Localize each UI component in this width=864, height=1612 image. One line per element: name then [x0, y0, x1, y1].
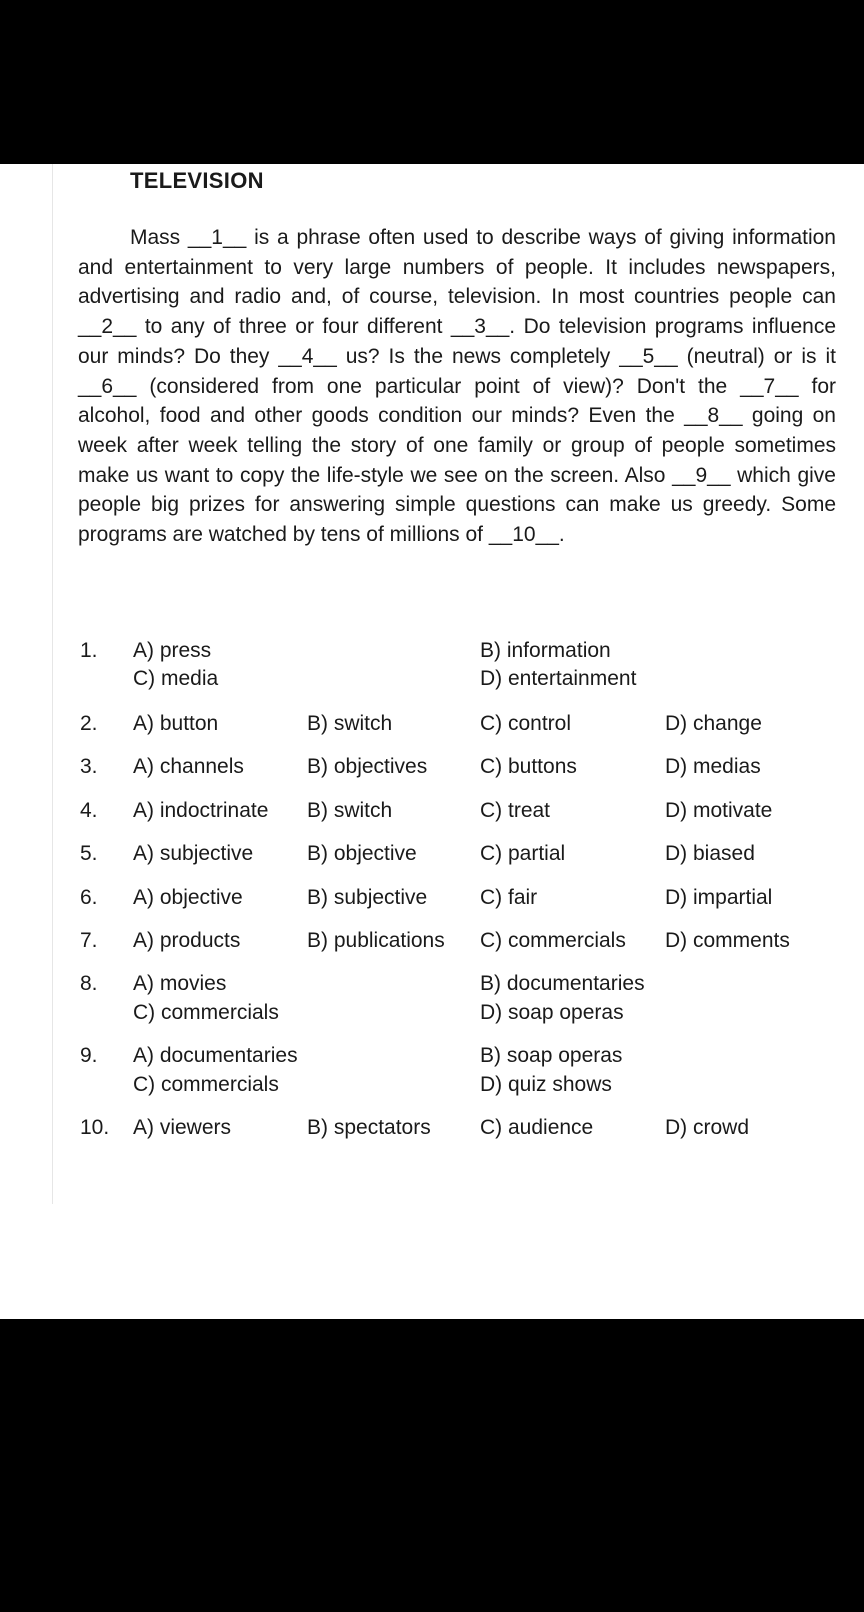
option-b: B) publications	[307, 929, 445, 952]
page-title: TELEVISION	[130, 168, 264, 193]
option-c: C) media	[133, 667, 219, 690]
option-b: B) information	[480, 639, 611, 662]
option-a: A) viewers	[133, 1116, 232, 1139]
option-b: B) objective	[307, 842, 417, 865]
option-b: B) documentaries	[480, 972, 645, 995]
question-number: 7.	[80, 929, 98, 952]
option-a: A) button	[133, 712, 219, 735]
option-c: C) commercials	[133, 1001, 279, 1024]
option-b: B) switch	[307, 799, 393, 822]
option-c: C) commercials	[133, 1073, 279, 1096]
option-b: B) objectives	[307, 755, 428, 778]
option-c: C) buttons	[480, 755, 577, 778]
option-c: C) control	[480, 712, 572, 735]
option-d: D) entertainment	[480, 667, 637, 690]
option-a: A) movies	[133, 972, 227, 995]
option-a: A) products	[133, 929, 241, 952]
option-c: C) fair	[480, 886, 538, 909]
option-a: A) indoctrinate	[133, 799, 269, 822]
option-d: D) medias	[665, 755, 761, 778]
option-a: A) press	[133, 639, 212, 662]
option-b: B) subjective	[307, 886, 428, 909]
option-c: C) audience	[480, 1116, 594, 1139]
question-number: 2.	[80, 712, 98, 735]
option-d: D) quiz shows	[480, 1073, 612, 1096]
option-a: A) documentaries	[133, 1044, 298, 1067]
question-number: 9.	[80, 1044, 98, 1067]
question-number: 1.	[80, 639, 98, 662]
question-number: 10.	[80, 1116, 110, 1139]
question-number: 8.	[80, 972, 98, 995]
question-number: 6.	[80, 886, 98, 909]
question-number: 5.	[80, 842, 98, 865]
option-b: B) spectators	[307, 1116, 431, 1139]
margin-line	[52, 164, 53, 1204]
option-d: D) motivate	[665, 799, 773, 822]
option-a: A) objective	[133, 886, 243, 909]
cloze-passage: Mass __1__ is a phrase often used to describe ways of giving information and entertainment to very large numbers of people. It includes newspapers, advertising and radio and, of course, television. In most countries people can __2__ to any of three or four different __3__. Do television programs influence our minds? Do they __4__ us? Is the news completely __5__ (neutral) or is it __6__ (considered from one particular point of view)? Don't the __7__ for alcohol, food and other goods condition our minds? Even the __8__ going on week after week telling the story of one family or group of people sometimes make us want to copy the life-style we see on the screen. Also __9__ which give people big prizes for answering simple questions can make us greedy. Some programs are watched by tens of millions of __10__.	[78, 226, 836, 547]
worksheet-page	[0, 164, 864, 1319]
option-c: C) treat	[480, 799, 551, 822]
option-b: B) soap operas	[480, 1044, 623, 1067]
option-d: D) comments	[665, 929, 790, 952]
option-a: A) subjective	[133, 842, 254, 865]
option-d: D) biased	[665, 842, 755, 865]
option-d: D) crowd	[665, 1116, 750, 1139]
option-d: D) soap operas	[480, 1001, 624, 1024]
option-d: D) impartial	[665, 886, 773, 909]
option-a: A) channels	[133, 755, 244, 778]
question-number: 4.	[80, 799, 98, 822]
option-c: C) partial	[480, 842, 566, 865]
option-b: B) switch	[307, 712, 393, 735]
option-c: C) commercials	[480, 929, 626, 952]
question-number: 3.	[80, 755, 98, 778]
option-d: D) change	[665, 712, 762, 735]
